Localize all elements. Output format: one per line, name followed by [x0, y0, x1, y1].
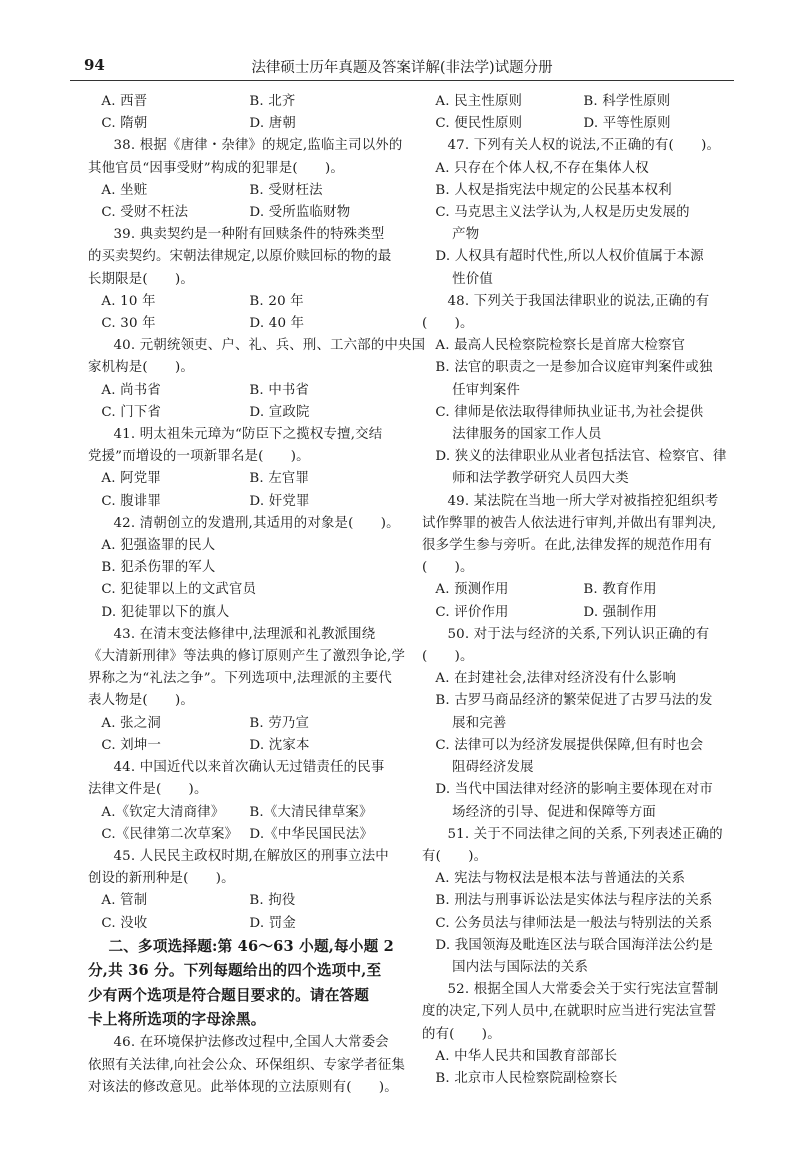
option: B. 劳乃宣 — [249, 715, 310, 731]
option-row — [88, 113, 392, 135]
option-continued: 展和完善 — [452, 715, 507, 731]
option: B.《大清民律草案》 — [249, 804, 373, 820]
option: D. 奸党罪 — [249, 493, 310, 509]
question-text: 41. 明太祖朱元璋为“防臣下之揽权专擅,交结 — [113, 427, 383, 443]
option: D. 平等性原则 — [583, 116, 671, 132]
option-continued: 国内法与国际法的关系 — [452, 959, 589, 975]
option: D. 人权具有超时代性,所以人权价值属于本源 — [435, 249, 704, 265]
question-text: 44. 中国近代以来首次确认无过错责任的民事 — [113, 760, 385, 776]
option: B. 法官的职责之一是参加合议庭审判案件或独 — [435, 360, 713, 376]
option: B. 犯杀伤罪的军人 — [101, 560, 216, 576]
question-text-continued: ( )。 — [422, 649, 474, 665]
option: C. 腹诽罪 — [101, 493, 162, 509]
option: D. 狭义的法律职业从业者包括法官、检察官、律 — [435, 449, 727, 465]
question-text-continued: 家机构是( )。 — [88, 360, 194, 376]
option: A. 阿党罪 — [101, 471, 161, 487]
question-text-continued: 度的决定,下列人员中,在就职时应当进行宪法宣誓 — [422, 1004, 717, 1020]
option-row — [422, 91, 742, 113]
question-text: 46. 在环境保护法修改过程中,全国人大常委会 — [113, 1035, 389, 1051]
option-continued: 师和法学教学研究人员四大类 — [452, 471, 629, 487]
option-continued: 产物 — [452, 227, 480, 243]
question-text-continued: 长期限是( )。 — [88, 271, 194, 287]
question-text-continued: 依照有关法律,向社会公众、环保组织、专家学者征集 — [88, 1057, 406, 1073]
question-text: 40. 元朝统领吏、户、礼、兵、刑、工六部的中央国 — [113, 338, 426, 354]
option: C. 隋朝 — [101, 116, 148, 132]
option-row — [88, 180, 392, 202]
option: B. 科学性原则 — [583, 94, 671, 109]
option: A. 尚书省 — [101, 382, 161, 398]
option: C. 刘坤一 — [101, 737, 162, 753]
option: A.《钦定大清商律》 — [101, 804, 225, 820]
option: D. 我国领海及毗连区法与联合国海洋法公约是 — [435, 937, 713, 953]
option-row — [422, 602, 742, 624]
question-text-continued: 界称之为“礼法之争”。下列选项中,法理派的主要代 — [88, 671, 392, 687]
page-header — [70, 56, 734, 80]
question-text-continued: 有( )。 — [422, 848, 488, 864]
option: C.《民律第二次草案》 — [101, 826, 239, 842]
option-row — [88, 91, 392, 113]
question-text: 51. 关于不同法律之间的关系,下列表述正确的 — [447, 826, 723, 842]
book-title: 法律硕士历年真题及答案详解(非法学)试题分册 — [251, 60, 553, 76]
question-text-continued: 试作弊罪的被告人依法进行审判,并做出有罪判决, — [422, 515, 717, 531]
section-heading: 二、多项选择题:第 46～63 小题,每小题 2 — [108, 937, 395, 955]
question-text: 50. 对于法与经济的关系,下列认识正确的有 — [447, 626, 710, 642]
option: C. 犯徒罪以上的文武官员 — [101, 582, 257, 598]
option-row — [422, 113, 742, 135]
option: C. 马克思主义法学认为,人权是历史发展的 — [435, 205, 690, 221]
option: D. 40 年 — [249, 316, 305, 332]
option: D.《中华民国民法》 — [249, 826, 374, 842]
option: B. 刑法与刑事诉讼法是实体法与程序法的关系 — [435, 893, 713, 909]
question-text-continued: 的有( )。 — [422, 1026, 501, 1042]
section-heading: 少有两个选项是符合题目要求的。请在答题 — [88, 986, 370, 1004]
option-row — [88, 202, 392, 224]
option-row — [422, 579, 742, 601]
question-text-continued: 党援”而增设的一项新罪名是( )。 — [88, 449, 310, 465]
option: A. 最高人民检察院检察长是首席大检察官 — [435, 338, 686, 354]
option: C. 评价作用 — [435, 604, 509, 620]
option: B. 人权是指宪法中规定的公民基本权利 — [435, 182, 672, 198]
option: D. 罚金 — [249, 915, 296, 931]
option: B. 受财枉法 — [249, 182, 323, 198]
option: B. 教育作用 — [583, 582, 657, 598]
option: D. 受所监临财物 — [249, 205, 351, 221]
header-rule — [70, 80, 734, 81]
question-text-continued: 表人物是( )。 — [88, 693, 194, 709]
option: B. 左官罪 — [249, 471, 310, 487]
option: C. 便民性原则 — [435, 116, 523, 132]
option-row — [88, 491, 392, 513]
option: C. 律师是依法取得律师执业证书,为社会提供 — [435, 404, 704, 420]
option-continued: 性价值 — [452, 271, 493, 287]
option: C. 30 年 — [101, 316, 156, 332]
option: C. 门下省 — [101, 404, 162, 420]
option-continued: 法律服务的国家工作人员 — [452, 427, 602, 443]
option: D. 犯徒罪以下的旗人 — [101, 604, 230, 620]
option: A. 只存在个体人权,不存在集体人权 — [435, 160, 649, 176]
option: B. 中书省 — [249, 382, 310, 398]
option: B. 拘役 — [249, 893, 296, 909]
option: A. 张之洞 — [101, 715, 161, 731]
option-continued: 场经济的引导、促进和保障等方面 — [452, 804, 656, 820]
question-text: 45. 人民民主政权时期,在解放区的刑事立法中 — [113, 848, 389, 864]
option: A. 民主性原则 — [435, 94, 523, 109]
option: D. 沈家本 — [249, 737, 310, 753]
question-text-continued: 法律文件是( )。 — [88, 782, 208, 798]
question-text-continued: 对该法的修改意见。此举体现的立法原则有( )。 — [88, 1079, 398, 1095]
option: C. 公务员法与律师法是一般法与特别法的关系 — [435, 915, 713, 931]
question-text: 48. 下列关于我国法律职业的说法,正确的有 — [447, 293, 710, 309]
question-text-continued: 的买卖契约。宋朝法律规定,以原价赎回标的物的最 — [88, 249, 392, 265]
section-heading: 分,共 36 分。下列每题给出的四个选项中,至 — [88, 962, 382, 980]
question-text-continued: 创设的新刑种是( )。 — [88, 871, 235, 887]
option: A. 管制 — [101, 893, 148, 909]
option-continued: 阻碍经济发展 — [452, 760, 534, 776]
page-number: 94 — [84, 56, 105, 74]
question-text: 42. 清朝创立的发遣刑,其适用的对象是( )。 — [113, 515, 400, 531]
option: D. 唐朝 — [249, 116, 296, 132]
option-continued: 任审判案件 — [452, 382, 521, 398]
option: D. 强制作用 — [583, 604, 658, 620]
question-text-continued: 其他官员“因事受财”构成的犯罪是( )。 — [88, 160, 344, 176]
right-column — [422, 91, 742, 1090]
option: C. 受财不枉法 — [101, 205, 189, 221]
question-text: 43. 在清末变法修律中,法理派和礼教派围绕 — [113, 626, 376, 642]
option: B. 20 年 — [249, 293, 304, 309]
question-text: 38. 根据《唐律・杂律》的规定,监临主司以外的 — [113, 138, 403, 154]
option-row — [88, 713, 392, 735]
option: D. 宣政院 — [249, 404, 310, 420]
option-row — [88, 291, 392, 313]
option: C. 没收 — [101, 915, 148, 931]
question-text: 52. 根据全国人大常委会关于实行宪法宣誓制 — [447, 982, 719, 998]
left-column — [88, 91, 426, 1099]
option-row — [88, 402, 392, 424]
option-row — [88, 468, 392, 490]
option: A. 在封建社会,法律对经济没有什么影响 — [435, 671, 677, 687]
option: C. 法律可以为经济发展提供保障,但有时也会 — [435, 737, 704, 753]
option: A. 西晋 — [101, 94, 148, 109]
question-text-continued: ( )。 — [422, 560, 474, 576]
question-text: 39. 典卖契约是一种附有回赎条件的特殊类型 — [113, 227, 385, 243]
option: B. 北齐 — [249, 94, 296, 109]
option: A. 坐赃 — [101, 182, 148, 198]
option: B. 北京市人民检察院副检察长 — [435, 1070, 618, 1086]
option: D. 当代中国法律对经济的影响主要体现在对市 — [435, 782, 713, 798]
option-row — [88, 735, 392, 757]
option: A. 宪法与物权法是根本法与普通法的关系 — [435, 871, 686, 887]
option-row — [88, 890, 392, 912]
question-text: 49. 某法院在当地一所大学对被指控犯组织考 — [447, 493, 719, 509]
option: B. 古罗马商品经济的繁荣促进了古罗马法的发 — [435, 693, 713, 709]
option: A. 预测作用 — [435, 582, 509, 598]
option: A. 中华人民共和国教育部部长 — [435, 1048, 618, 1064]
option: A. 犯强盗罪的民人 — [101, 538, 216, 554]
question-text-continued: 《大清新刑律》等法典的修订原则产生了激烈争论,学 — [88, 649, 406, 665]
option-row — [88, 824, 392, 846]
option-row — [88, 913, 392, 935]
question-text: 47. 下列有关人权的说法,不正确的有( )。 — [447, 138, 721, 154]
option: A. 10 年 — [101, 293, 156, 309]
option-row — [88, 380, 392, 402]
option-row — [88, 313, 392, 335]
option-row — [88, 802, 392, 824]
question-text-continued: ( )。 — [422, 316, 474, 332]
section-heading: 卡上将所选项的字母涂黑。 — [88, 1010, 266, 1028]
question-text-continued: 很多学生参与旁听。在此,法律发挥的规范作用有 — [422, 538, 712, 554]
